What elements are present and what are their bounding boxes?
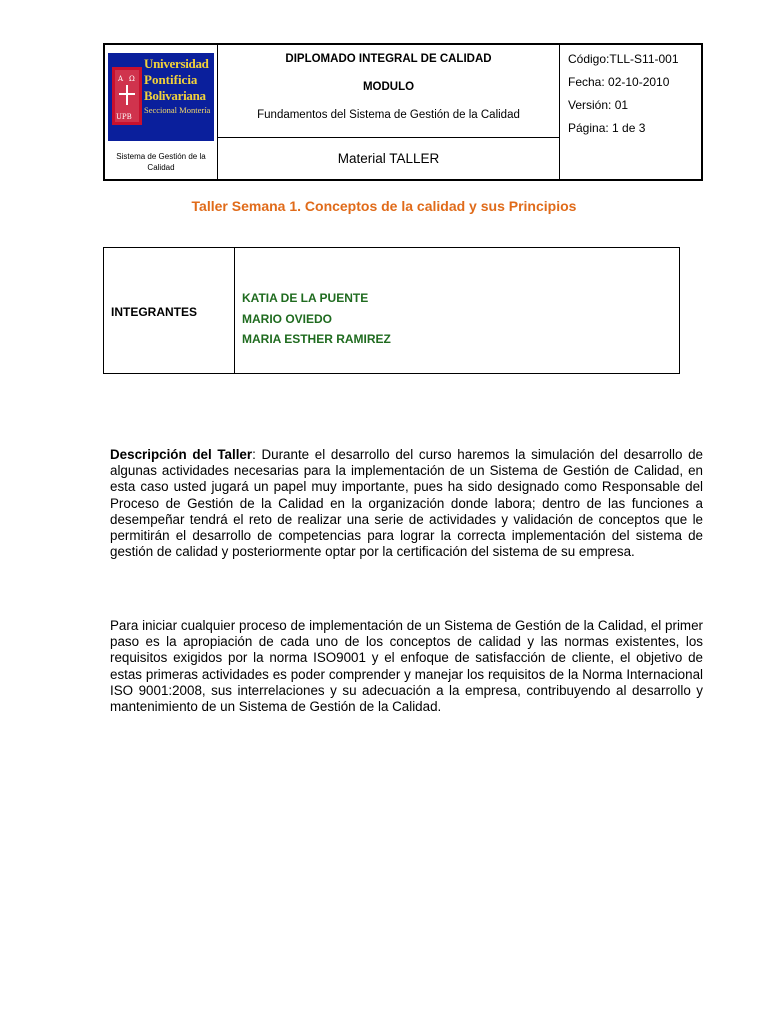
logo-cell xyxy=(105,45,218,179)
header-divider xyxy=(218,137,559,138)
material-type: Material TALLER xyxy=(337,151,440,166)
university-logo xyxy=(108,53,214,141)
document-header xyxy=(103,43,703,181)
description-lead: Descripción del Taller xyxy=(110,447,253,462)
logo-line-3: Bolivariana xyxy=(144,88,206,103)
module-label: MODULO xyxy=(362,81,415,93)
logo-caption: Sistema de Gestión de la Calidad xyxy=(116,152,206,172)
document-meta xyxy=(560,45,701,179)
logo-line-2: Pontificia xyxy=(144,72,198,87)
svg-text:UPB: UPB xyxy=(116,113,132,121)
doc-code: Código:TLL-S11-001 xyxy=(568,52,679,66)
member-name: KATIA DE LA PUENTE xyxy=(242,291,369,305)
members-label: INTEGRANTES xyxy=(104,248,235,373)
member-name: MARIO OVIEDO xyxy=(242,311,333,326)
program-title: DIPLOMADO INTEGRAL DE CALIDAD xyxy=(285,53,492,65)
doc-page: Página: 1 de 3 xyxy=(568,121,646,135)
module-name: Fundamentos del Sistema de Gestión de la Calidad xyxy=(257,109,520,121)
members-table xyxy=(103,247,680,374)
svg-text:A: A xyxy=(118,75,124,83)
description-text: : Durante el desarrollo del curso haremos la simulación del desarrollo de algunas actividades necesarias para la implementación de un Sistema de Gestión de Calidad, en esta caso usted jugará un papel muy importante, pues ha sido designado como Responsable del Proceso de Gestión de la Calidad en la organización donde labora; dentro de las funciones a desempeñar tendrá el reto de realizar una serie de actividades y validación de conceptos que le permitirán el desarrollo de competencias para lograr la correcta implementación del sistema de gestión de calidad y posteriormente optar por la certificación del sistema de su empresa. xyxy=(110,447,703,560)
header-center-cell xyxy=(218,45,560,179)
members-list xyxy=(235,248,679,373)
logo-line-4: Seccional Montería xyxy=(144,105,211,115)
logo-line-1: Universidad xyxy=(144,56,209,71)
doc-version: Versión: 01 xyxy=(568,98,629,112)
crest-icon xyxy=(112,67,142,125)
doc-date: Fecha: 02-10-2010 xyxy=(568,75,670,89)
member-name: MARIA ESTHER RAMIREZ xyxy=(242,332,391,346)
description-paragraph-1 xyxy=(110,447,703,560)
description-paragraph-2: Para iniciar cualquier proceso de implementación de un Sistema de Gestión de la Calidad, el primer paso es la apropiación de cada uno de los conceptos de calidad y las normas existentes, los requisitos exigidos por la norma ISO9001 y el enfoque de satisfacción de cliente, el objetivo de estas primeras actividades es poder comprender y manejar los requisitos de la Norma Internacional ISO 9001:2008, sus interrelaciones y su adecuación a la empresa, contribuyendo al desarrollo y mantenimiento de un Sistema de Gestión de la Calidad. xyxy=(110,618,703,715)
page-title: Taller Semana 1. Conceptos de la calidad y sus Principios xyxy=(191,198,577,214)
svg-text:Ω: Ω xyxy=(129,75,135,83)
